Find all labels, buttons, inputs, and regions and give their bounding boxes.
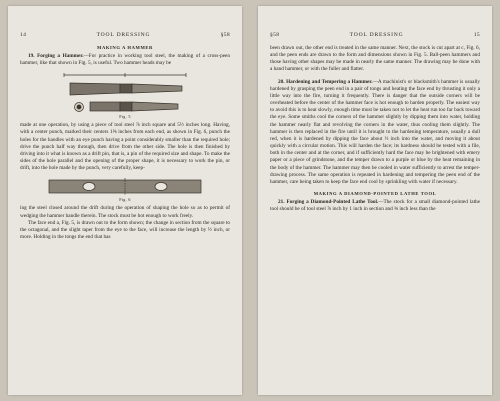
right-paragraph-20: [270, 79, 480, 186]
para-number-19: 19.: [28, 53, 35, 59]
figure-5: [20, 71, 230, 113]
right-page: [258, 6, 492, 395]
left-page-number: 14: [20, 32, 27, 38]
para-title-lathe-tool: Forging a Diamond-Pointed Lathe Tool.: [286, 198, 379, 205]
para-text-21: —The stock for a small diamond-pointed lathe tool should be of tool steel ⅞ inch by 1 inch in section and ⅜ inch less than the: [270, 198, 480, 213]
left-running-header: [20, 32, 230, 38]
left-section-ref: §58: [220, 32, 230, 38]
left-paragraph-continued: made at one operation, by using a piece of tool steel ⅞ inch square and 5½ inches long. Having, with a center punch, marked their centers 1⅝ inches from each end, as shown in Fig. 6, punch the holes for the handles with an eye punch having a point considerably smaller than the required hole; drive the punch half way through, then drive from the other side. The hole is then finished by driving into it what is known as a drift pin, that is, a pin of the required size and shape. To make the sides of the hole parallel and the opening of the proper shape, it is necessary to work the pin, or drift, into the hole made by the punch, very carefully, keep-: [20, 122, 230, 172]
left-running-title: TOOL DRESSING: [96, 32, 151, 38]
para-text-20: —A machinist's or blacksmith's hammer is usually hardened by grasping the peen end in a pair of tongs and heating the face end by thrusting it only a little way into the fire, turning it frequently. There is danger that the outside corners will be overheated before the center of the hammer face is hot enough to harden properly. The easiest way to avoid this is to heat slowly, enough time must be taken not to let the heat run too far back toward the eye. Some smiths cool the corners of the hammer slightly by dipping them into water, holding the hammer nearly flat and revolving the corners in the water, thus cooling them slightly. The hammer is then replaced in the fire until it is brought to the hardening temperature, usually a dull red, when it is hardened by dipping the face about ½ inch into the water, and moving it about quickly with a circular motion. This will harden the face; its hardness should be tested with a file, both in the center and at the corner, and if sufficiently hard the face may be brightened with emery paper or a piece of grindstone, and the temper drawn to a purple or blue by the heat remaining in the body of the hammer. The hammer may then be cooled in water sufficiently to arrest the temper-drawing process. The same operation is repeated in hardening and tempering the peen end of the hammer, care being taken to keep the face end cool by sprinkling with water if necessary.: [270, 78, 481, 185]
right-paragraph-21: [270, 199, 480, 213]
figure-5-caption: Fig. 5: [119, 114, 131, 120]
right-running-title: TOOL DRESSING: [349, 32, 404, 38]
para-title-forging-hammer: Forging a Hammer.: [37, 53, 84, 59]
left-paragraph-19: [20, 53, 230, 67]
right-page-number: 15: [473, 32, 480, 38]
hammer-drawing-icon: [60, 71, 190, 113]
left-section-heading: MAKING A HAMMER: [97, 45, 153, 50]
para-title-hardening: Hardening and Tempering a Hammer.: [286, 78, 373, 85]
figure-6: [20, 176, 230, 196]
left-paragraph-face-end: The face end a, Fig. 5, is drawn out to the form shown; the change in section from the square to the octagonal, and the slight taper from the eye to the face, will increase the length by ½ inch, or more. Holding in the tongs the end that has: [20, 219, 230, 241]
left-paragraph-drift: ing the steel closed around the drift during the operation of shaping the hole so as to permit of wedging the hammer handle therein. The stock must be hot enough to work freely.: [20, 205, 230, 219]
right-section-ref: §58: [270, 32, 280, 38]
figure-6-caption: Fig. 6: [119, 197, 131, 203]
steel-bar-drawing-icon: [45, 176, 205, 196]
para-number-20: 20.: [278, 78, 285, 85]
left-page: [8, 6, 242, 395]
right-running-header: [270, 32, 480, 38]
right-section-heading: MAKING A DIAMOND-POINTED LATHE TOOL: [313, 190, 437, 196]
right-paragraph-continued: been drawn out, the other end is treated in the same manner. Next, the stock is cut apart at c, Fig. 6, and the peen ends are drawn to the form and dimensions shown in Fig. 5. Ball-peen hammers and those having other shapes may be made in nearly the same manner. The drawing may be done with a hand hammer, or with the fuller and flatter.: [270, 45, 480, 73]
para-number-21: 21.: [278, 198, 285, 205]
para-text-19: —For practice in working tool steel, the making of a cross-peen hammer, like that shown in Fig. 5, is useful. Two hammer heads may be: [20, 53, 230, 67]
